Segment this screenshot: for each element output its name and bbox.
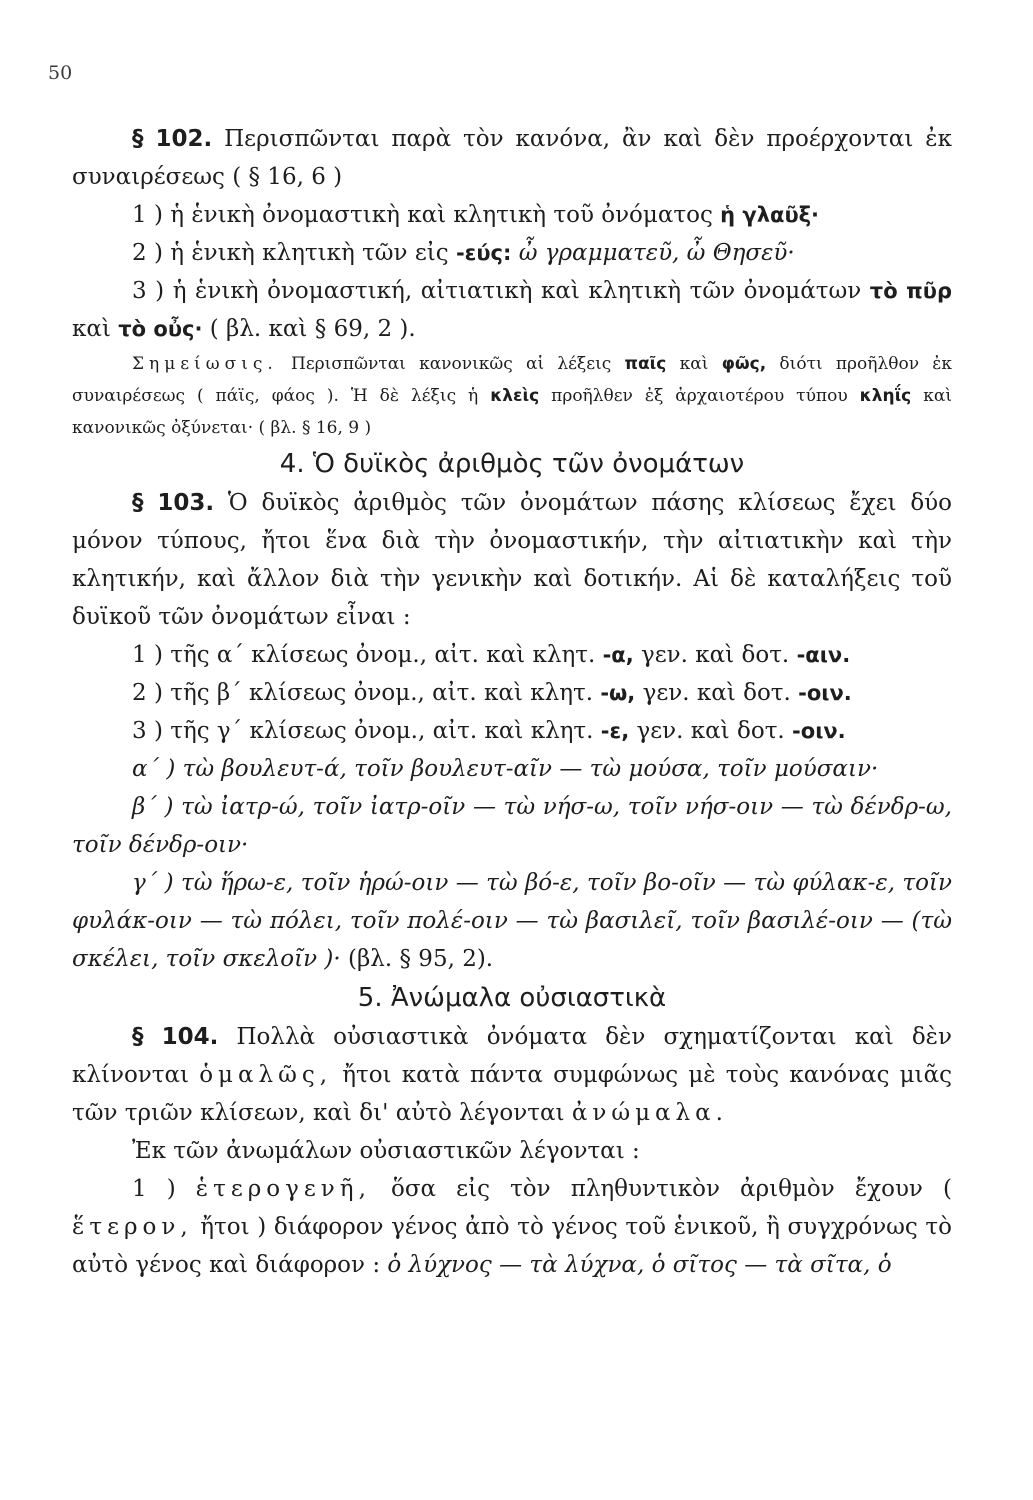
spaced-term: ὁμαλῶς, xyxy=(199,1062,333,1088)
bold-term: παῖς xyxy=(624,354,667,374)
note-text: καὶ xyxy=(666,354,722,374)
bold-ending: -αιν. xyxy=(796,643,851,667)
note-text: διότι προῆλθον ἐκ συναιρέσεως ( πάϊς, φάος ). Ἡ δὲ λέξις ἡ xyxy=(72,354,953,406)
list-item-text: ὅσα εἰς τὸν πληθυντικὸν ἀριθμὸν ἔχουν ( xyxy=(370,1176,952,1202)
bold-ending: -ε, xyxy=(600,719,630,743)
example-reference: (βλ. § 95, 2). xyxy=(340,946,494,972)
page-number: 50 xyxy=(48,62,73,84)
bold-ending: -ω, xyxy=(600,681,636,705)
list-item-text: 1 ) ἡ ἑνικὴ ὀνομαστικὴ καὶ κλητικὴ τοῦ ὀνόματος xyxy=(132,202,721,228)
paragraph-103 xyxy=(72,484,952,636)
paragraph-number: 104. xyxy=(161,1024,219,1050)
spaced-term: ἀνώμαλα. xyxy=(571,1100,728,1126)
section-sign: § xyxy=(132,490,144,516)
list-item-text: 1 ) xyxy=(132,1176,196,1202)
spaced-term: ἑτερογενῆ, xyxy=(195,1176,371,1202)
list-item xyxy=(72,1170,952,1284)
bold-term: τὸ πῦρ xyxy=(869,279,952,303)
list-item-text: 3 ) ἡ ἑνικὴ ὀνομαστική, αἰτιατικὴ καὶ κλητικὴ τῶν ὀνομάτων xyxy=(132,278,870,304)
ending-text: 2 ) τῆς β΄ κλίσεως ὀνομ., αἰτ. καὶ κλητ. xyxy=(132,680,601,706)
ending-text: 1 ) τῆς α΄ κλίσεως ὀνομ., αἰτ. καὶ κλητ. xyxy=(132,642,603,668)
ending-text: γεν. καὶ δοτ. xyxy=(633,642,797,668)
paragraph-number: 103. xyxy=(157,490,215,516)
ending-row xyxy=(72,636,952,674)
list-item-text: καὶ xyxy=(72,316,119,342)
italic-example: ὁ λύχνος — τὰ λύχνα, ὁ σῖτος — τὰ σῖτα, ὁ xyxy=(387,1252,892,1278)
paragraph-102 xyxy=(72,120,952,196)
bold-term: ἡ γλαῦξ· xyxy=(720,203,820,227)
bold-ending: -α, xyxy=(602,643,634,667)
paragraph-text: Περισπῶνται παρὰ τὸν κανόνα, ἂν καὶ δὲν προέρχονται ἐκ συναιρέσεως ( § 16, 6 ) xyxy=(72,126,953,190)
bold-term: κλεὶς xyxy=(490,386,540,406)
paragraph-number: 102. xyxy=(155,126,213,152)
paragraph-text: Πολλὰ οὐσιαστικὰ ὀνόματα δὲν σχηματίζονται καὶ δὲν κλίνονται xyxy=(72,1024,952,1088)
ending-row xyxy=(72,674,952,712)
paragraph-line: Ἐκ τῶν ἀνωμάλων οὐσιαστικῶν λέγονται : xyxy=(132,1138,640,1164)
bold-ending: -οιν. xyxy=(798,681,852,705)
list-item-text: ἤτοι ) διάφορον γένος ἀπὸ τὸ γένος τοῦ ἑνικοῦ, ἢ συγχρόνως τὸ αὐτὸ γένος καὶ διάφορον : xyxy=(72,1214,952,1278)
note-label: Σημείωσις. xyxy=(132,354,278,374)
section-heading-4: 4. Ὁ δυϊκὸς ἀριθμὸς τῶν ὀνομάτων xyxy=(279,449,745,479)
example-line: β΄ ) τὼ ἰατρ-ώ, τοῖν ἰατρ-οῖν — τὼ νήσ-ω, τοῖν νήσ-οιν — τὼ δένδρ-ω, τοῖν δένδρ-οιν· xyxy=(72,794,952,858)
bold-term: φῶς, xyxy=(721,354,767,374)
section-heading-5: 5. Ἀνώμαλα οὐσιαστικὰ xyxy=(357,983,667,1013)
note-text: καὶ κανονικῶς ὀξύνεται· ( βλ. § 16, 9 ) xyxy=(72,386,952,438)
ending-row xyxy=(72,712,952,750)
note-text: Περισπῶνται κανονικῶς αἱ λέξεις xyxy=(277,354,625,374)
paragraph-104 xyxy=(72,1018,952,1132)
bold-term: κληΐς xyxy=(859,386,912,406)
example-text: γ΄ ) τὼ ἥρω-ε, τοῖν ἡρώ-οιν — τὼ βό-ε, τοῖν βο-οῖν — τὼ φύλακ-ε, τοῖν φυλάκ-οιν — τὼ πόλει, τοῖν πολέ-οιν — τὼ βασιλεῖ, τοῖν βασιλέ-οιν — (τὼ σκέλει, τοῖν σκελοῖν )· xyxy=(72,870,952,972)
list-item-text: ( βλ. καὶ § 69, 2 ). xyxy=(202,316,416,342)
example-line: α΄ ) τὼ βουλευτ-ά, τοῖν βουλευτ-αῖν — τὼ μούσα, τοῖν μούσαιν· xyxy=(132,756,879,782)
note xyxy=(72,348,952,444)
section-sign: § xyxy=(132,1024,144,1050)
spaced-term: ἕτερον, xyxy=(72,1214,193,1240)
list-item xyxy=(72,196,952,234)
ending-text: γεν. καὶ δοτ. xyxy=(635,680,799,706)
ending-text: 3 ) τῆς γ΄ κλίσεως ὀνομ., αἰτ. καὶ κλητ. xyxy=(132,718,601,744)
note-text: προῆλθεν ἐξ ἀρχαιοτέρου τύπου xyxy=(539,386,860,406)
list-item xyxy=(72,272,952,348)
paragraph-text: ἤτοι κατὰ πάντα συμφώνως μὲ τοὺς κανόνας μιᾶς τῶν τριῶν κλίσεων, καὶ δι' αὐτὸ λέγονται xyxy=(72,1062,952,1126)
list-item-text: 2 ) ἡ ἑνικὴ κλητικὴ τῶν εἰς xyxy=(132,240,456,266)
section-sign: § xyxy=(132,126,144,152)
bold-ending: -οιν. xyxy=(792,719,846,743)
bold-term: -εύς: xyxy=(455,241,512,265)
page-body xyxy=(72,120,952,1284)
ending-text: γεν. καὶ δοτ. xyxy=(629,718,793,744)
example-line xyxy=(72,864,952,978)
italic-example: ὦ γραμματεῦ, ὦ Θησεῦ· xyxy=(511,240,795,266)
paragraph-text: Ὁ δυϊκὸς ἀριθμὸς τῶν ὀνομάτων πάσης κλίσεως ἔχει δύο μόνον τύπους, ἤτοι ἕνα διὰ τὴν ὀνομαστικήν, τὴν αἰτιατικὴν καὶ τὴν κλητικήν, καὶ ἄλλον διὰ τὴν γενικὴν καὶ δοτικήν. Αἱ δὲ καταλήξεις τοῦ δυϊκοῦ τῶν ὀνομάτων εἶναι : xyxy=(72,490,953,630)
bold-term: τὸ οὖς· xyxy=(118,317,203,341)
list-item xyxy=(72,234,952,272)
